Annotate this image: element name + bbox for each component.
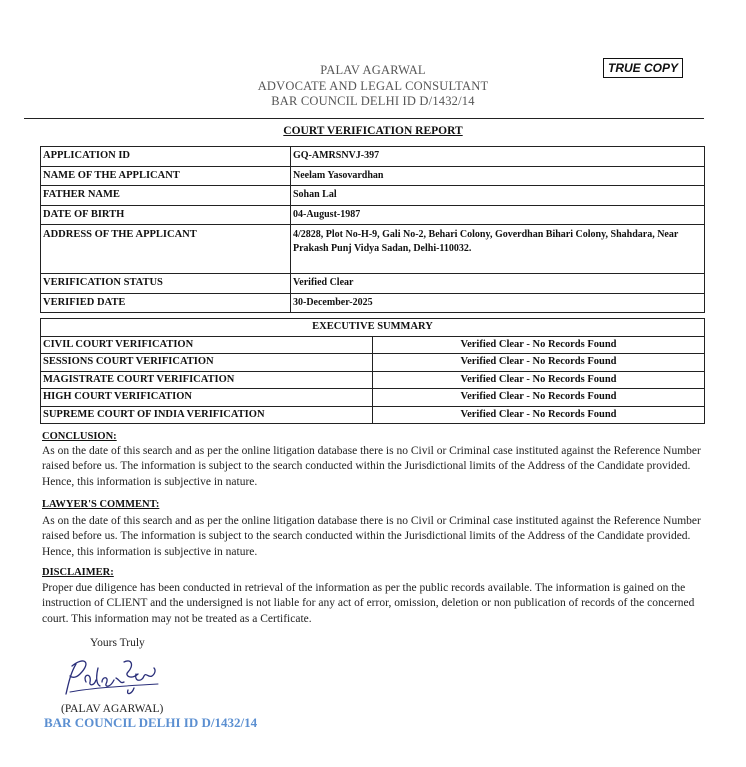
detail-value: 4/2828, Plot No-H-9, Gali No-2, Behari Colony, Goverdhan Bihari Colony, Shahdara, Near Prakash Punj Vidya Sadan, Delhi-110032. <box>291 225 705 274</box>
signatory-name: (PALAV AGARWAL) <box>61 703 164 715</box>
table-row <box>41 371 705 389</box>
detail-value: 30-December-2025 <box>291 293 705 313</box>
table-row <box>41 274 705 294</box>
summary-value: Verified Clear - No Records Found <box>373 389 705 407</box>
detail-value: Sohan Lal <box>291 186 705 206</box>
letterhead-bar-id: BAR COUNCIL DELHI ID D/1432/14 <box>271 94 475 108</box>
lawyers-comment-text: As on the date of this search and as per the online litigation database there is no Civil or Criminal case instituted against the Reference Number raised before us. The information is subject to the search conducted within the Jurisdictional limits of the Address of the Candidate provided. Hence, this information is subjective in nature. <box>42 515 701 558</box>
table-row <box>41 205 705 225</box>
detail-label: DATE OF BIRTH <box>41 205 291 225</box>
signature-image <box>62 652 162 700</box>
conclusion-text: As on the date of this search and as per the online litigation database there is no Civil or Criminal case instituted against the Reference Number raised before us. The information is subject to the search conducted within the Jurisdictional limits of the Address of the Candidate provided. Hence, this information is subjective in nature. <box>42 445 701 488</box>
summary-label: SUPREME COURT OF INDIA VERIFICATION <box>41 406 373 424</box>
table-row <box>41 406 705 424</box>
detail-label: APPLICATION ID <box>41 147 291 167</box>
letterhead-name: PALAV AGARWAL <box>320 63 426 77</box>
table-row <box>41 389 705 407</box>
summary-label: MAGISTRATE COURT VERIFICATION <box>41 371 373 389</box>
letterhead-title: ADVOCATE AND LEGAL CONSULTANT <box>257 79 489 93</box>
applicant-details-table <box>40 146 705 313</box>
summary-label: CIVIL COURT VERIFICATION <box>41 336 373 354</box>
report-title: COURT VERIFICATION REPORT <box>283 125 463 137</box>
detail-value: GQ-AMRSNVJ-397 <box>291 147 705 167</box>
table-row <box>41 147 705 167</box>
detail-label: ADDRESS OF THE APPLICANT <box>41 225 291 274</box>
detail-value: 04-August-1987 <box>291 205 705 225</box>
table-row <box>41 354 705 372</box>
detail-value: Verified Clear <box>291 274 705 294</box>
summary-value: Verified Clear - No Records Found <box>373 336 705 354</box>
detail-value: Neelam Yasovardhan <box>291 166 705 186</box>
detail-label: FATHER NAME <box>41 186 291 206</box>
summary-value: Verified Clear - No Records Found <box>373 371 705 389</box>
disclaimer-text: Proper due diligence has been conducted in retrieval of the information as per the public records available. The information is gained on the instruction of CLIENT and the undersigned is not liable for any act of error, omission, deletion or non publication of records of the concerned court. This information may not be treated as a Certificate. <box>42 582 695 625</box>
header-divider <box>24 118 704 119</box>
true-copy-stamp: TRUE COPY <box>603 58 683 78</box>
table-row <box>41 319 705 337</box>
table-row <box>41 336 705 354</box>
lawyers-comment-heading: LAWYER'S COMMENT: <box>42 499 160 510</box>
table-row <box>41 293 705 313</box>
table-row <box>41 166 705 186</box>
detail-label: NAME OF THE APPLICANT <box>41 166 291 186</box>
summary-label: SESSIONS COURT VERIFICATION <box>41 354 373 372</box>
summary-label: HIGH COURT VERIFICATION <box>41 389 373 407</box>
closing-yours-truly: Yours Truly <box>90 637 145 649</box>
summary-value: Verified Clear - No Records Found <box>373 406 705 424</box>
conclusion-heading: CONCLUSION: <box>42 431 117 442</box>
table-row <box>41 186 705 206</box>
summary-value: Verified Clear - No Records Found <box>373 354 705 372</box>
detail-label: VERIFIED DATE <box>41 293 291 313</box>
summary-heading: EXECUTIVE SUMMARY <box>41 319 705 337</box>
signatory-bar-id: BAR COUNCIL DELHI ID D/1432/14 <box>44 715 258 730</box>
detail-label: VERIFICATION STATUS <box>41 274 291 294</box>
table-row <box>41 225 705 274</box>
disclaimer-heading: DISCLAIMER: <box>42 567 114 578</box>
executive-summary-table <box>40 318 705 424</box>
